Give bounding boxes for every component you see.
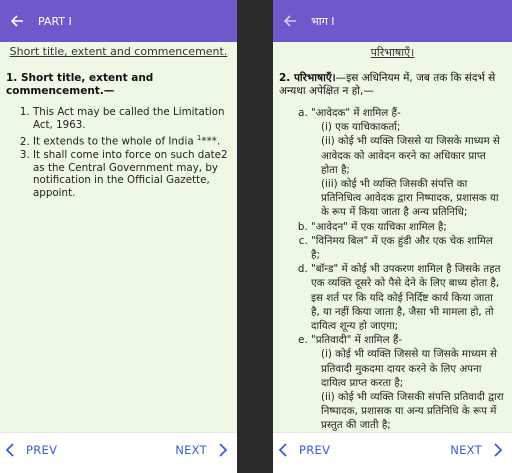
pager bbox=[273, 432, 512, 466]
footnote-marker[interactable]: 1 bbox=[196, 134, 202, 143]
screen-divider bbox=[237, 0, 273, 473]
app-bar bbox=[0, 0, 237, 42]
next-label: NEXT bbox=[450, 442, 482, 457]
chevron-right-icon bbox=[217, 443, 229, 457]
section-heading: परिभाषाएँ। bbox=[370, 46, 415, 59]
definition-sub: (i) एक याचिकाकर्ता; bbox=[321, 121, 401, 134]
definition-sub: (ii) कोई भी व्यक्ति जिसकी संपत्ति प्रतिवादी द्वारा निष्पादक, प्रशासक या अन्य प्रतिनिधि के रूप में प्रस्तुत की जाती है; bbox=[321, 391, 504, 432]
prev-button[interactable] bbox=[277, 443, 330, 457]
app-bar-title: भाग I bbox=[311, 14, 335, 28]
app-bar-title: PART I bbox=[38, 14, 72, 28]
next-button[interactable] bbox=[450, 443, 504, 457]
arrow-left-icon[interactable] bbox=[10, 14, 24, 28]
provision-list bbox=[0, 106, 237, 200]
list-item-suffix: ***. bbox=[201, 135, 221, 148]
next-button[interactable] bbox=[175, 443, 229, 457]
next-label: NEXT bbox=[175, 442, 207, 457]
definition-list bbox=[273, 106, 512, 432]
definition-item: b. "आवेदन" में एक याचिका शामिल है; bbox=[311, 220, 504, 234]
reading-pane bbox=[0, 42, 237, 432]
definition-sub: (iii) कोई भी व्यक्ति जिसकी संपत्ति का प्रतिनिधित्व आवेदक द्वारा निष्पादक, प्रशासक या के रूप में किया जाता है अन्य प्रतिनिधि; bbox=[321, 178, 499, 219]
list-item-text: It extends to the whole of India bbox=[33, 135, 197, 148]
chevron-right-icon bbox=[492, 443, 504, 457]
arrow-left-icon[interactable] bbox=[283, 14, 297, 28]
chevron-left-icon bbox=[277, 443, 289, 457]
left-screen bbox=[0, 0, 237, 473]
definition-sub: (i) कोई भी व्यक्ति जिससे या जिसके माध्यम से प्रतिवादी मुकदमा दायर करने के लिए अपना दायित्व प्राप्त करता है; bbox=[321, 348, 497, 389]
chevron-left-icon bbox=[4, 443, 16, 457]
definition-item bbox=[311, 106, 504, 220]
prev-button[interactable] bbox=[4, 443, 57, 457]
list-item bbox=[33, 132, 229, 148]
reading-pane bbox=[273, 42, 512, 432]
section-title bbox=[279, 72, 506, 98]
definition-head: "प्रतिवादी" में शामिल हैं- bbox=[311, 334, 403, 347]
definition-item: d. "बॉन्ड" में कोई भी उपकरण शामिल है जिसके तहत एक व्यक्ति दूसरे को पैसे देने के लिए बाध्य होता है, इस शर्त पर कि यदि कोई निर्दिष्ट कार्य किया जाता है, या नहीं किया जाता है, जैसा भी मामला हो, तो दायित्व शून्य हो जाएगा; bbox=[311, 262, 504, 333]
definition-item bbox=[311, 333, 504, 432]
definition-item: c. "विनिमय बिल" में एक हुंडी और एक चेक शामिल है; bbox=[311, 234, 504, 262]
section-title-text: 2. परिभाषाएँ। bbox=[279, 72, 336, 84]
app-bar bbox=[273, 0, 512, 42]
prev-label: PREV bbox=[299, 442, 331, 457]
pager bbox=[0, 432, 237, 466]
section-heading: Short title, extent and commencement. bbox=[9, 45, 228, 58]
definition-head: "आवेदक" में शामिल हैं- bbox=[311, 107, 401, 119]
section-title: 1. Short title, extent and commencement.— bbox=[6, 72, 154, 97]
list-item: 1. This Act may be called the Limitation Act, 1963. bbox=[33, 106, 229, 131]
section-lead: —इस अधिनियम में, जब तक कि संदर्भ से अन्यथा अपेक्षित न हो,— bbox=[279, 72, 496, 97]
list-item: 3. It shall come into force on such date2 as the Central Government may, by notification in the Official Gazette, appoint. bbox=[33, 149, 229, 199]
definition-sub: (ii) कोई भी व्यक्ति जिससे या जिसके माध्यम से आवेदक को आवेदन करने का अधिकार प्राप्त होता है; bbox=[321, 135, 500, 176]
right-screen bbox=[273, 0, 512, 473]
prev-label: PREV bbox=[26, 442, 58, 457]
